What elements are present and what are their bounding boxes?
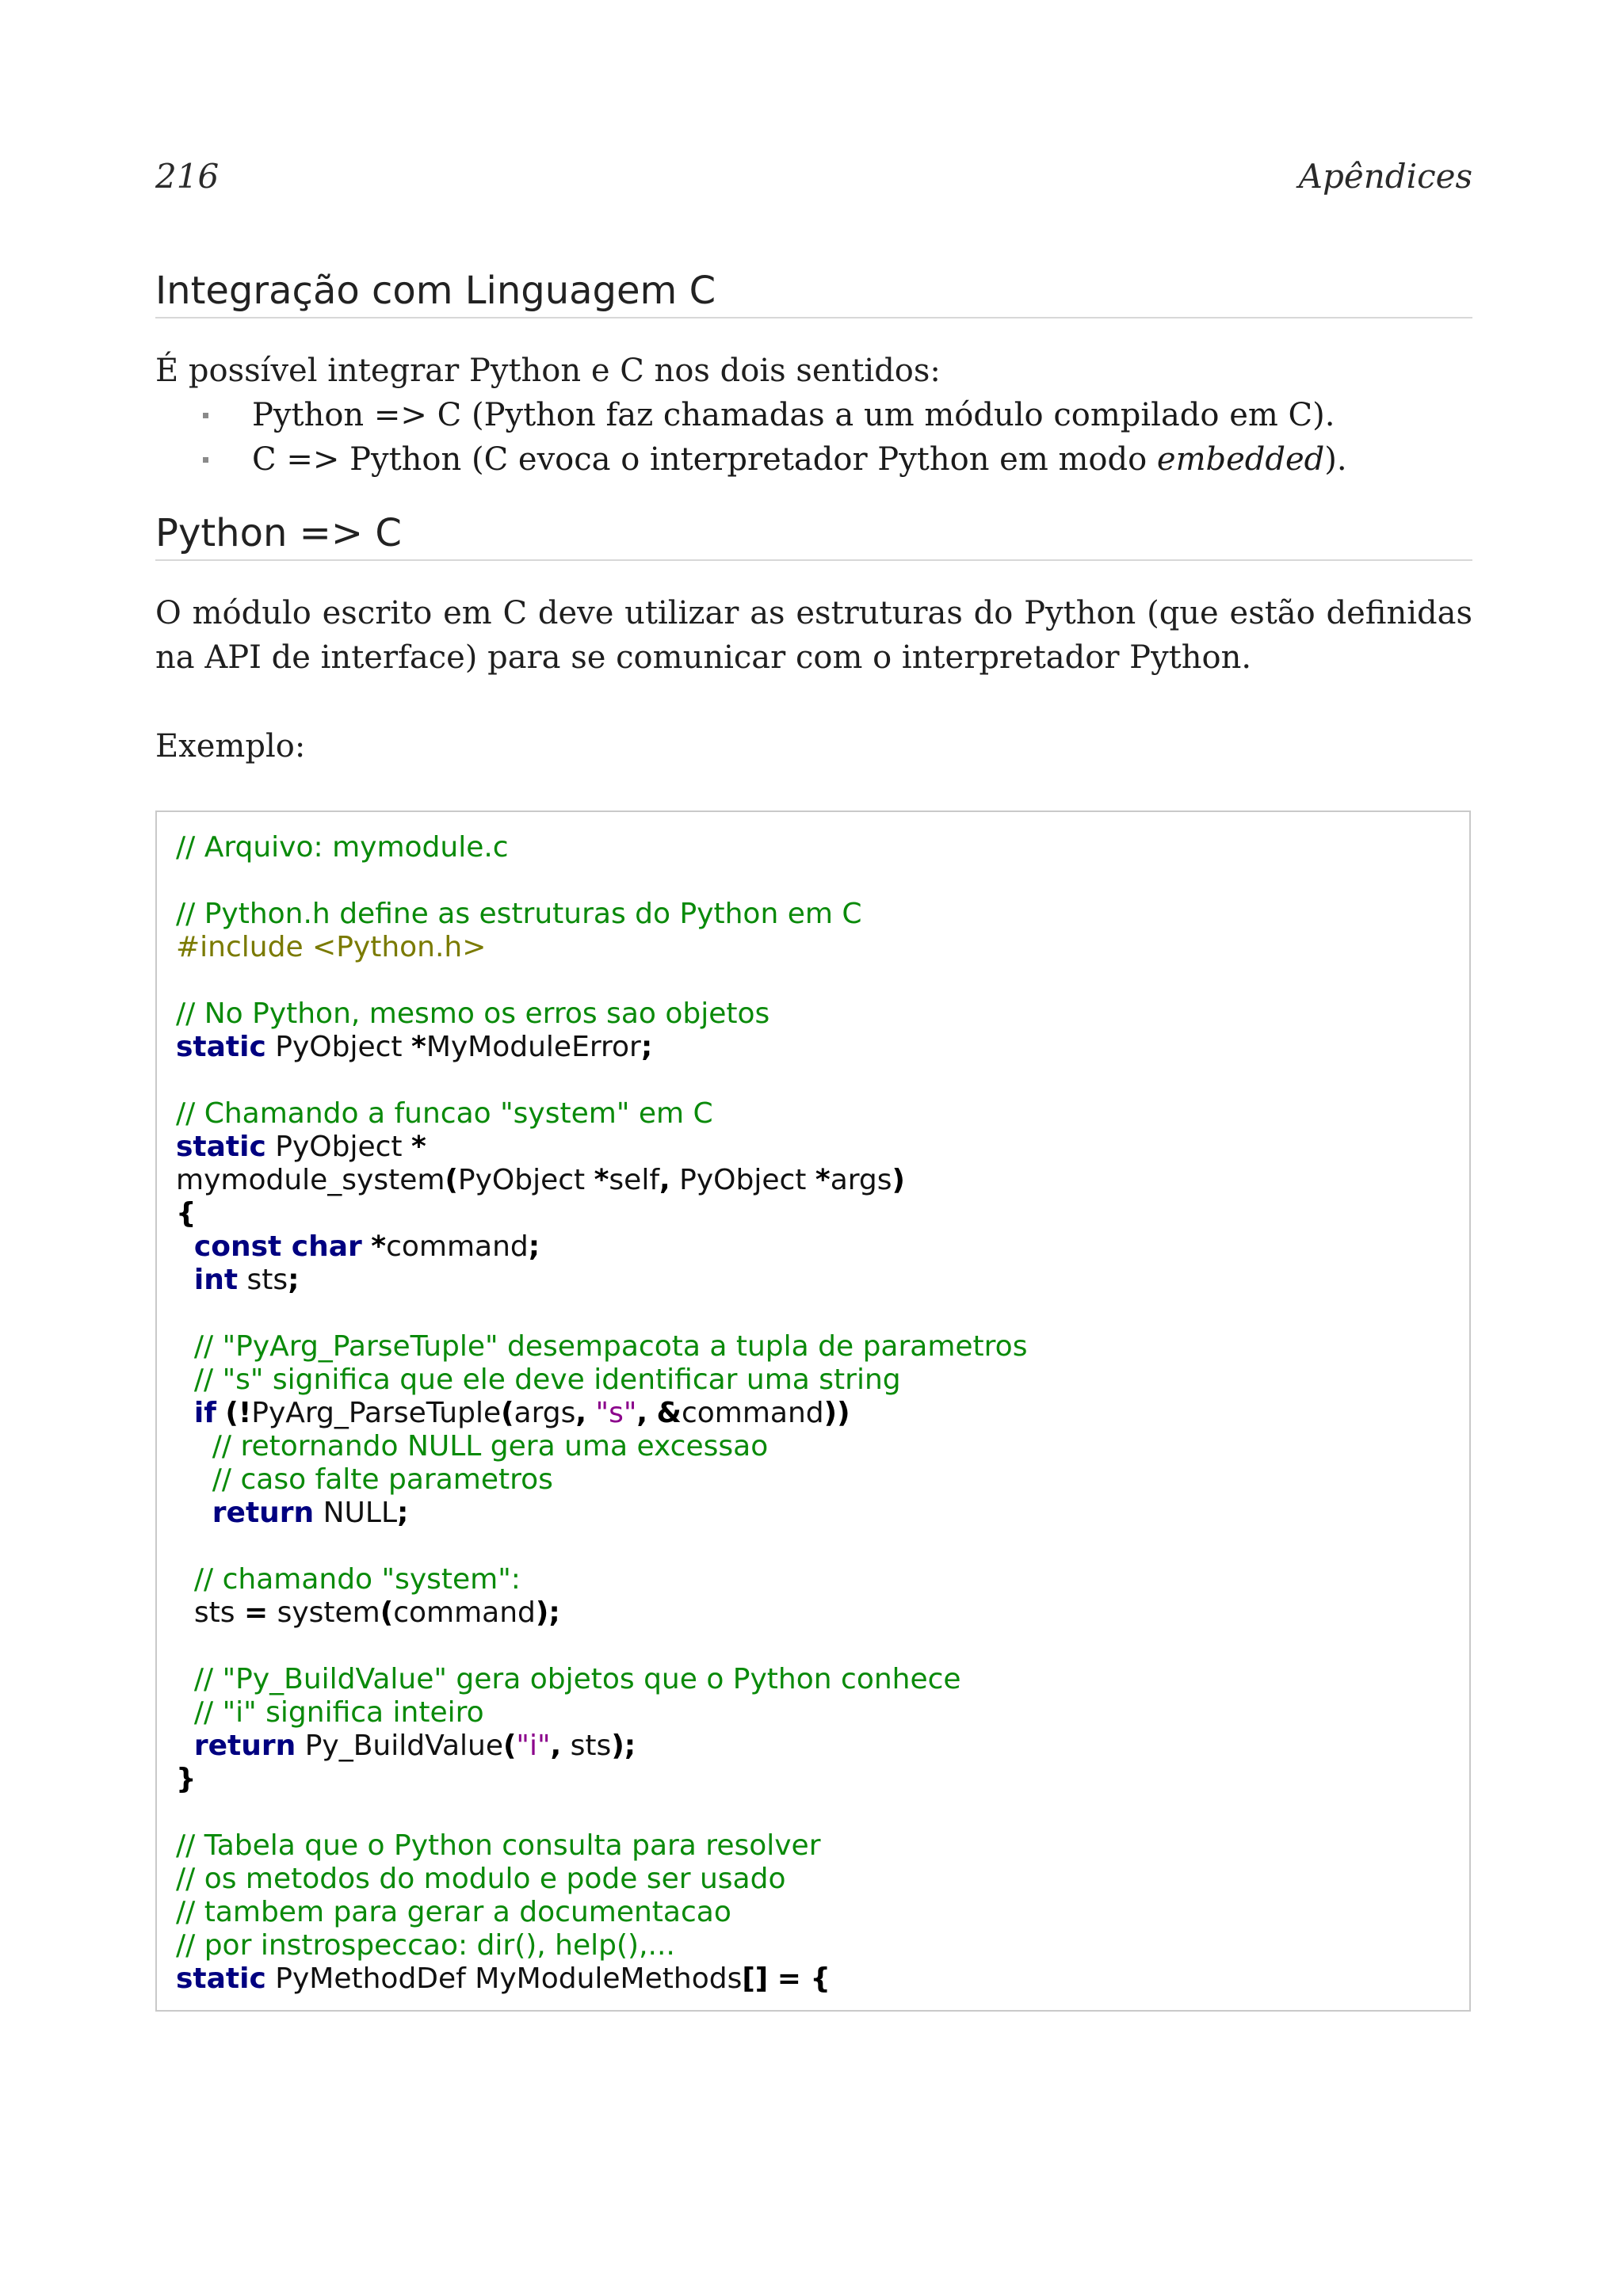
code-token: #include <Python.h> bbox=[176, 931, 487, 963]
code-line bbox=[176, 1497, 1027, 1530]
code-line bbox=[176, 964, 1027, 997]
code-token: command bbox=[386, 1230, 529, 1263]
code-token: args bbox=[830, 1164, 892, 1196]
code-token bbox=[768, 1962, 777, 1995]
code-line bbox=[176, 1397, 1027, 1430]
code-token: * bbox=[371, 1230, 387, 1263]
code-line bbox=[176, 1363, 1027, 1397]
code-token: static bbox=[176, 1131, 266, 1163]
code-token bbox=[176, 1696, 194, 1729]
bullet-marker bbox=[203, 457, 208, 463]
code-token bbox=[176, 1363, 194, 1396]
code-token bbox=[176, 1730, 194, 1762]
code-token: system bbox=[268, 1596, 380, 1629]
code-token: const char bbox=[193, 1230, 362, 1263]
code-token: // por instrospeccao: dir(), help(),... bbox=[176, 1929, 675, 1962]
code-token: )) bbox=[823, 1397, 850, 1429]
code-token: ); bbox=[611, 1730, 636, 1762]
chapter-title: Apêndices bbox=[1298, 157, 1472, 196]
code-token: // No Python, mesmo os erros sao objetos bbox=[176, 997, 770, 1030]
code-token bbox=[176, 1497, 212, 1529]
code-token: (! bbox=[225, 1397, 252, 1429]
code-token: * bbox=[594, 1164, 609, 1196]
code-token: PyArg_ParseTuple bbox=[251, 1397, 502, 1429]
code-token: { bbox=[176, 1197, 197, 1230]
code-line bbox=[176, 1929, 1027, 1962]
code-line bbox=[176, 1530, 1027, 1563]
code-token: Py_BuildValue bbox=[296, 1730, 503, 1762]
code-token bbox=[176, 1430, 212, 1463]
code-line bbox=[176, 1330, 1027, 1363]
code-token: sts bbox=[176, 1596, 244, 1629]
code-token bbox=[176, 1230, 194, 1263]
code-token: sts bbox=[238, 1264, 288, 1296]
code-line bbox=[176, 1596, 1027, 1630]
code-token: * bbox=[411, 1131, 426, 1163]
code-line bbox=[176, 931, 1027, 964]
code-line bbox=[176, 1264, 1027, 1297]
code-token: // Python.h define as estruturas do Python em C bbox=[176, 898, 862, 930]
code-token: ( bbox=[380, 1596, 394, 1629]
code-token: ; bbox=[528, 1230, 540, 1263]
code-token: // "PyArg_ParseTuple" desempacota a tupla de parametros bbox=[193, 1330, 1028, 1363]
code-line bbox=[176, 1896, 1027, 1929]
list-item-text: ). bbox=[1324, 441, 1347, 478]
code-token: ( bbox=[445, 1164, 458, 1196]
list-item bbox=[155, 393, 1347, 437]
code-token: command bbox=[681, 1397, 824, 1429]
code-listing bbox=[176, 831, 1027, 1996]
intro-paragraph: É possível integrar Python e C nos dois sentidos: bbox=[155, 353, 941, 389]
code-token: // Arquivo: mymodule.c bbox=[176, 831, 509, 864]
code-token bbox=[176, 1330, 194, 1363]
code-line bbox=[176, 1064, 1027, 1097]
code-line bbox=[176, 1763, 1027, 1796]
code-token bbox=[216, 1397, 225, 1429]
code-token: , bbox=[659, 1164, 670, 1196]
list-item bbox=[155, 437, 1347, 482]
code-token: [] bbox=[742, 1962, 769, 1995]
code-token: PyObject bbox=[670, 1164, 815, 1196]
code-token: , bbox=[636, 1397, 648, 1429]
code-line bbox=[176, 1863, 1027, 1896]
code-line bbox=[176, 1463, 1027, 1497]
code-token: // caso falte parametros bbox=[212, 1463, 553, 1496]
code-line bbox=[176, 1796, 1027, 1829]
page-number: 216 bbox=[155, 157, 220, 196]
code-token: NULL bbox=[314, 1497, 398, 1529]
code-token: PyObject bbox=[457, 1164, 594, 1196]
code-token bbox=[176, 1397, 194, 1429]
list-item-text: Python => C (Python faz chamadas a um módulo compilado em C). bbox=[252, 397, 1335, 433]
code-token: , bbox=[575, 1397, 587, 1429]
code-token: // "s" significa que ele deve identificar uma string bbox=[193, 1363, 901, 1396]
example-label: Exemplo: bbox=[155, 728, 306, 765]
code-line bbox=[176, 1297, 1027, 1330]
code-token: static bbox=[176, 1962, 266, 1995]
code-token: // os metodos do modulo e pode ser usado bbox=[176, 1863, 786, 1895]
code-token: ; bbox=[288, 1264, 300, 1296]
code-line bbox=[176, 898, 1027, 931]
code-token bbox=[801, 1962, 810, 1995]
code-line bbox=[176, 1829, 1027, 1863]
code-line bbox=[176, 1230, 1027, 1264]
code-token: ); bbox=[535, 1596, 560, 1629]
code-token: // Tabela que o Python consulta para resolver bbox=[176, 1829, 821, 1862]
emphasis-text: embedded bbox=[1156, 441, 1325, 478]
code-token: sts bbox=[561, 1730, 612, 1762]
code-line bbox=[176, 1430, 1027, 1463]
code-token bbox=[176, 1264, 194, 1296]
code-token: args bbox=[514, 1397, 576, 1429]
code-token: PyObject bbox=[265, 1131, 411, 1163]
code-token: int bbox=[193, 1264, 239, 1296]
code-token: "i" bbox=[516, 1730, 551, 1762]
code-token: "s" bbox=[595, 1397, 637, 1429]
code-token: } bbox=[176, 1763, 197, 1795]
code-line bbox=[176, 864, 1027, 898]
code-line bbox=[176, 1131, 1027, 1164]
code-token bbox=[176, 1563, 194, 1596]
code-line bbox=[176, 1962, 1027, 1996]
code-token bbox=[176, 1463, 212, 1496]
code-token: MyModuleError bbox=[426, 1031, 641, 1063]
code-token: = bbox=[777, 1962, 801, 1995]
code-token: ( bbox=[501, 1397, 514, 1429]
code-token: * bbox=[815, 1164, 831, 1196]
list-item-text: C => Python (C evoca o interpretador Python em modo bbox=[252, 441, 1157, 478]
code-token: static bbox=[176, 1031, 266, 1063]
code-token: * bbox=[411, 1031, 426, 1063]
code-token: // retornando NULL gera uma excessao bbox=[212, 1430, 769, 1463]
code-token: mymodule_system bbox=[176, 1164, 445, 1196]
code-token: ; bbox=[397, 1497, 409, 1529]
section-heading-python-c: Python => C bbox=[155, 510, 1472, 561]
code-line bbox=[176, 1563, 1027, 1596]
code-token: self bbox=[609, 1164, 660, 1196]
code-line bbox=[176, 1031, 1027, 1064]
code-line bbox=[176, 997, 1027, 1031]
code-token: // "i" significa inteiro bbox=[193, 1696, 484, 1729]
code-token bbox=[586, 1397, 595, 1429]
code-token: PyObject bbox=[265, 1031, 411, 1063]
code-token: ( bbox=[502, 1730, 517, 1762]
bullet-marker bbox=[203, 413, 208, 418]
code-line bbox=[176, 831, 1027, 864]
code-token: & bbox=[656, 1397, 682, 1429]
body-paragraph: O módulo escrito em C deve utilizar as estruturas do Python (que estão definidas na API de interface) para se comunicar com o interpretador Python. bbox=[155, 595, 1472, 676]
code-token: { bbox=[810, 1962, 831, 1995]
code-token: ) bbox=[892, 1164, 905, 1196]
code-token: // tambem para gerar a documentacao bbox=[176, 1896, 731, 1928]
code-line bbox=[176, 1164, 1027, 1197]
code-token: = bbox=[243, 1596, 269, 1629]
code-token bbox=[176, 1663, 194, 1695]
code-token: ; bbox=[640, 1031, 653, 1063]
code-block bbox=[155, 810, 1471, 2012]
bullet-list bbox=[155, 393, 1347, 482]
code-token: // Chamando a funcao "system" em C bbox=[176, 1097, 713, 1130]
code-token: PyMethodDef MyModuleMethods bbox=[265, 1962, 743, 1995]
section-heading-integracao: Integração com Linguagem C bbox=[155, 268, 1472, 318]
code-token bbox=[362, 1230, 371, 1263]
code-line bbox=[176, 1097, 1027, 1131]
code-token bbox=[647, 1397, 656, 1429]
code-line bbox=[176, 1663, 1027, 1696]
code-line bbox=[176, 1730, 1027, 1763]
code-line bbox=[176, 1630, 1027, 1663]
code-token: , bbox=[550, 1730, 562, 1762]
code-token: return bbox=[212, 1497, 315, 1529]
code-token: command bbox=[393, 1596, 536, 1629]
code-token: return bbox=[193, 1730, 296, 1762]
code-token: // chamando "system": bbox=[193, 1563, 521, 1596]
code-line bbox=[176, 1696, 1027, 1730]
code-token: if bbox=[193, 1397, 216, 1429]
code-line bbox=[176, 1197, 1027, 1230]
code-token: // "Py_BuildValue" gera objetos que o Python conhece bbox=[193, 1663, 961, 1695]
